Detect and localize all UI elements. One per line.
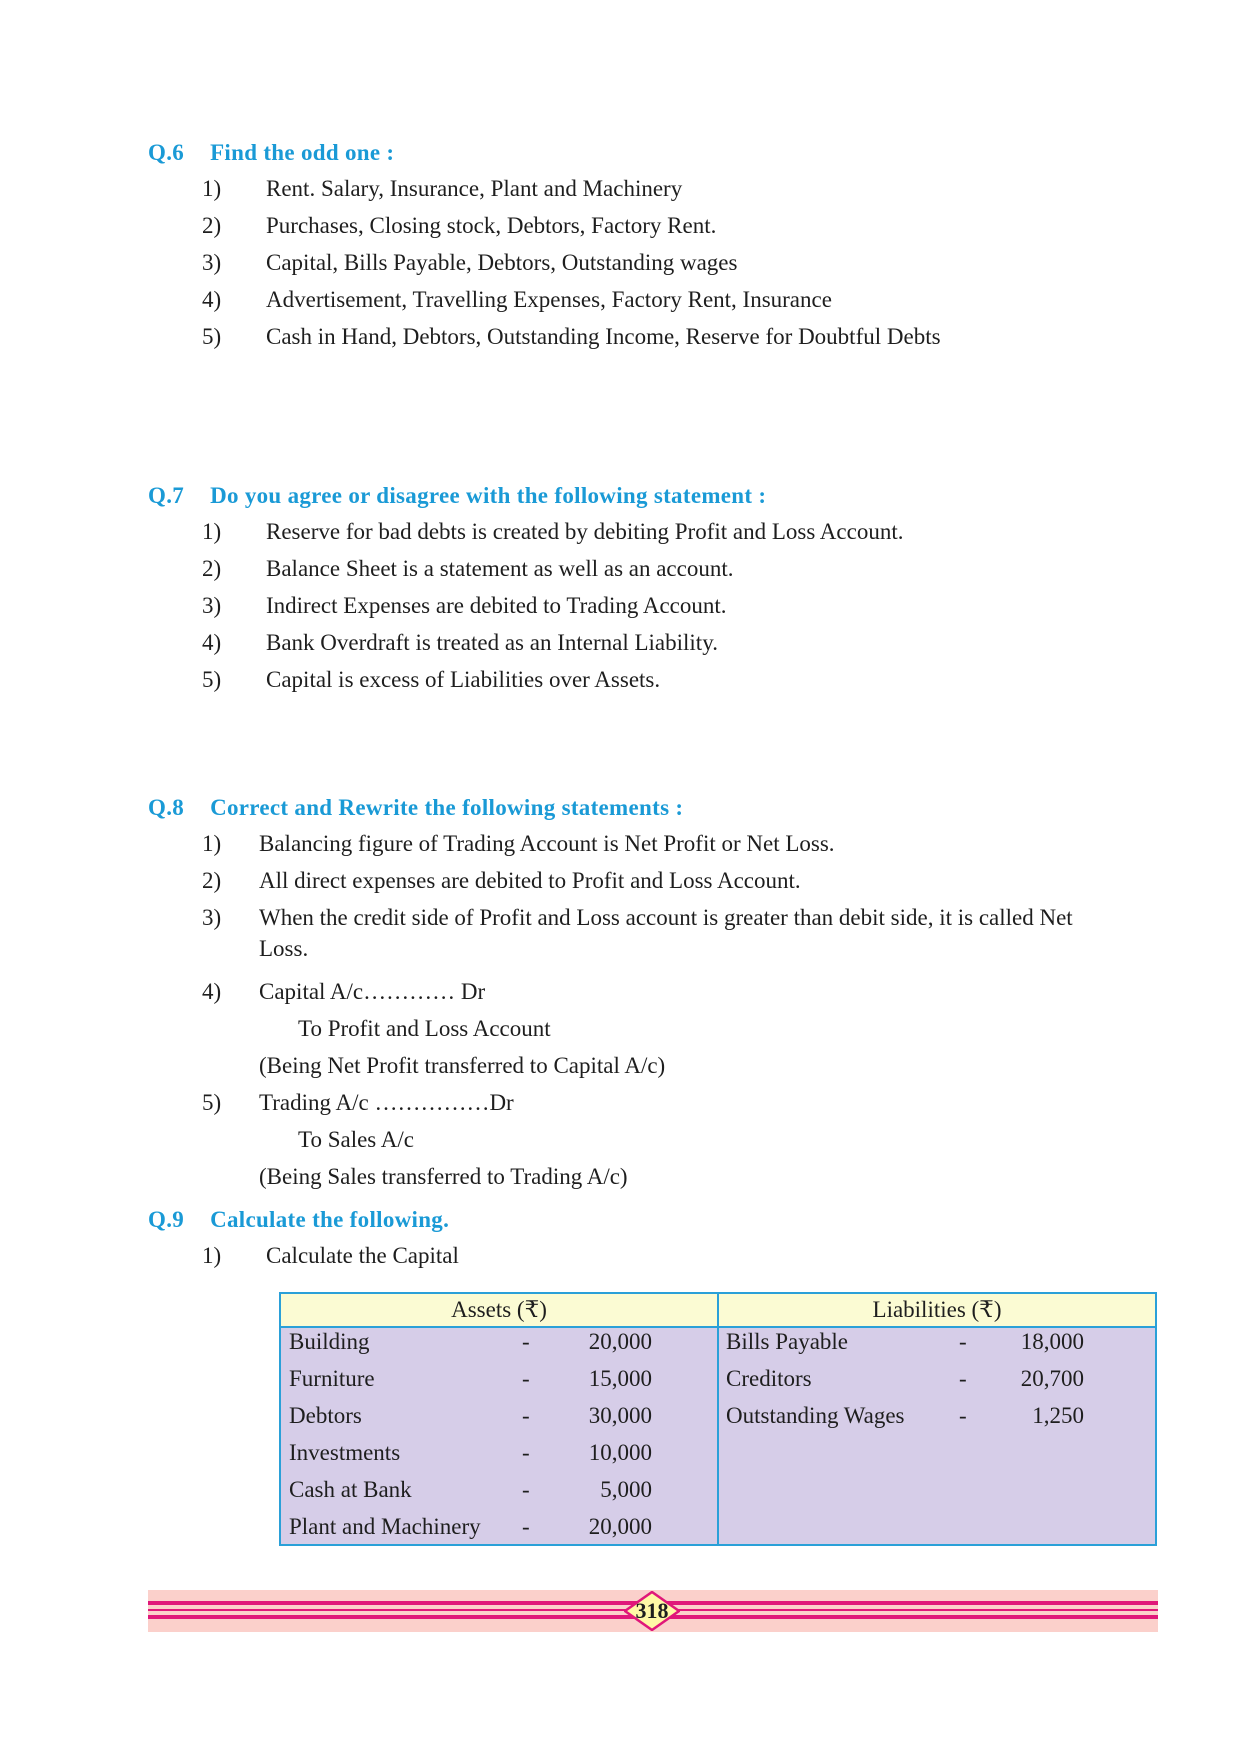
journal-narration: (Being Sales transferred to Trading A/c) — [259, 1164, 628, 1189]
item-number: 3) — [202, 593, 222, 618]
list-item — [202, 519, 903, 545]
column-divider — [717, 1294, 719, 1544]
liability-amount: 1,250 — [1032, 1403, 1084, 1428]
liability-name: Bills Payable — [726, 1329, 849, 1354]
item-text: Capital is excess of Liabilities over Assets. — [266, 667, 661, 692]
list-item — [202, 213, 716, 239]
item-text: Balance Sheet is a statement as well as an account. — [266, 556, 734, 581]
item-text: All direct expenses are debited to Profit and Loss Account. — [259, 868, 801, 893]
item-text: Capital, Bills Payable, Debtors, Outstanding wages — [266, 250, 738, 275]
item-text: Indirect Expenses are debited to Trading Account. — [266, 593, 727, 618]
asset-name: Plant and Machinery — [289, 1514, 481, 1539]
list-item — [202, 287, 832, 313]
q6-number: Q.6 — [148, 140, 185, 165]
q8-heading — [148, 795, 683, 821]
item-text: Balancing figure of Trading Account is Net Profit or Net Loss. — [259, 831, 835, 856]
q9-number: Q.9 — [148, 1207, 185, 1232]
balance-table — [279, 1292, 1157, 1546]
journal-narration: (Being Net Profit transferred to Capital A/c) — [259, 1053, 666, 1078]
list-item — [202, 905, 1073, 931]
item-text: When the credit side of Profit and Loss account is greater than debit side, it is called Net — [259, 905, 1073, 930]
asset-amount: 30,000 — [588, 1403, 652, 1428]
dash: - — [522, 1514, 530, 1539]
q6-heading — [148, 140, 394, 166]
item-number: 3) — [202, 250, 222, 275]
liability-amount: 18,000 — [1020, 1329, 1084, 1354]
item-text: Bank Overdraft is treated as an Internal Liability. — [266, 630, 718, 655]
q8-number: Q.8 — [148, 795, 185, 820]
item-number: 4) — [202, 287, 222, 312]
dash: - — [959, 1403, 967, 1428]
page-number: 318 — [635, 1598, 669, 1623]
item-number: 5) — [202, 324, 222, 349]
item-number: 5) — [202, 1090, 222, 1115]
asset-amount: 15,000 — [588, 1366, 652, 1391]
item-text-continued: Loss. — [259, 936, 309, 961]
list-item — [202, 667, 660, 693]
list-item — [202, 1243, 459, 1269]
table-row — [289, 1329, 709, 1363]
asset-name: Investments — [289, 1440, 401, 1465]
item-number: 1) — [202, 519, 222, 544]
asset-amount: 20,000 — [588, 1514, 652, 1539]
q8-title: Correct and Rewrite the following statements : — [210, 795, 684, 820]
dash: - — [959, 1329, 967, 1354]
asset-amount: 10,000 — [588, 1440, 652, 1465]
item-text: Calculate the Capital — [266, 1243, 459, 1268]
dash: - — [522, 1477, 530, 1502]
liabilities-header: Liabilities (₹) — [872, 1297, 1002, 1322]
q7-title: Do you agree or disagree with the following statement : — [210, 483, 767, 508]
dash: - — [522, 1329, 530, 1354]
item-text: Cash in Hand, Debtors, Outstanding Income, Reserve for Doubtful Debts — [266, 324, 941, 349]
item-number: 5) — [202, 667, 222, 692]
asset-name: Furniture — [289, 1366, 375, 1391]
asset-name: Cash at Bank — [289, 1477, 412, 1502]
item-text: Purchases, Closing stock, Debtors, Factory Rent. — [266, 213, 717, 238]
item-text: Trading A/c ……………Dr — [259, 1090, 514, 1115]
table-row — [726, 1329, 1146, 1363]
table-row — [289, 1403, 709, 1437]
dash: - — [522, 1403, 530, 1428]
table-row — [289, 1440, 709, 1474]
item-number: 1) — [202, 831, 222, 856]
item-number: 2) — [202, 213, 222, 238]
dash: - — [522, 1366, 530, 1391]
table-row — [289, 1477, 709, 1511]
q6-title: Find the odd one : — [210, 140, 395, 165]
item-text: Advertisement, Travelling Expenses, Factory Rent, Insurance — [266, 287, 832, 312]
item-number: 2) — [202, 556, 222, 581]
table-row — [726, 1403, 1146, 1437]
item-text: Reserve for bad debts is created by debiting Profit and Loss Account. — [266, 519, 904, 544]
item-number: 4) — [202, 979, 222, 1004]
q7-number: Q.7 — [148, 483, 185, 508]
table-row — [726, 1366, 1146, 1400]
item-number: 3) — [202, 905, 222, 930]
item-number: 2) — [202, 868, 222, 893]
list-item — [202, 593, 727, 619]
q9-heading — [148, 1207, 449, 1233]
list-item — [202, 868, 801, 894]
page-number-badge — [624, 1591, 680, 1631]
list-item — [202, 556, 734, 582]
table-row — [289, 1366, 709, 1400]
liability-name: Outstanding Wages — [726, 1403, 905, 1428]
list-item — [202, 176, 682, 202]
asset-name: Debtors — [289, 1403, 362, 1428]
list-item — [202, 831, 835, 857]
item-number: 1) — [202, 176, 222, 201]
item-number: 4) — [202, 630, 222, 655]
asset-amount: 20,000 — [588, 1329, 652, 1354]
asset-name: Building — [289, 1329, 370, 1354]
assets-header: Assets (₹) — [451, 1297, 547, 1322]
journal-credit-line: To Profit and Loss Account — [298, 1016, 551, 1041]
q7-heading — [148, 483, 766, 509]
dash: - — [522, 1440, 530, 1465]
liability-amount: 20,700 — [1020, 1366, 1084, 1391]
asset-amount: 5,000 — [600, 1477, 652, 1502]
item-text: Rent. Salary, Insurance, Plant and Machinery — [266, 176, 683, 201]
journal-credit-line: To Sales A/c — [298, 1127, 414, 1152]
q9-title: Calculate the following. — [210, 1207, 450, 1232]
list-item — [202, 630, 718, 656]
item-text: Capital A/c………… Dr — [259, 979, 486, 1004]
list-item — [202, 250, 737, 276]
list-item — [202, 1090, 514, 1116]
liability-name: Creditors — [726, 1366, 812, 1391]
list-item — [202, 979, 485, 1005]
item-number: 1) — [202, 1243, 222, 1268]
list-item — [202, 324, 941, 350]
table-row — [289, 1514, 709, 1548]
dash: - — [959, 1366, 967, 1391]
